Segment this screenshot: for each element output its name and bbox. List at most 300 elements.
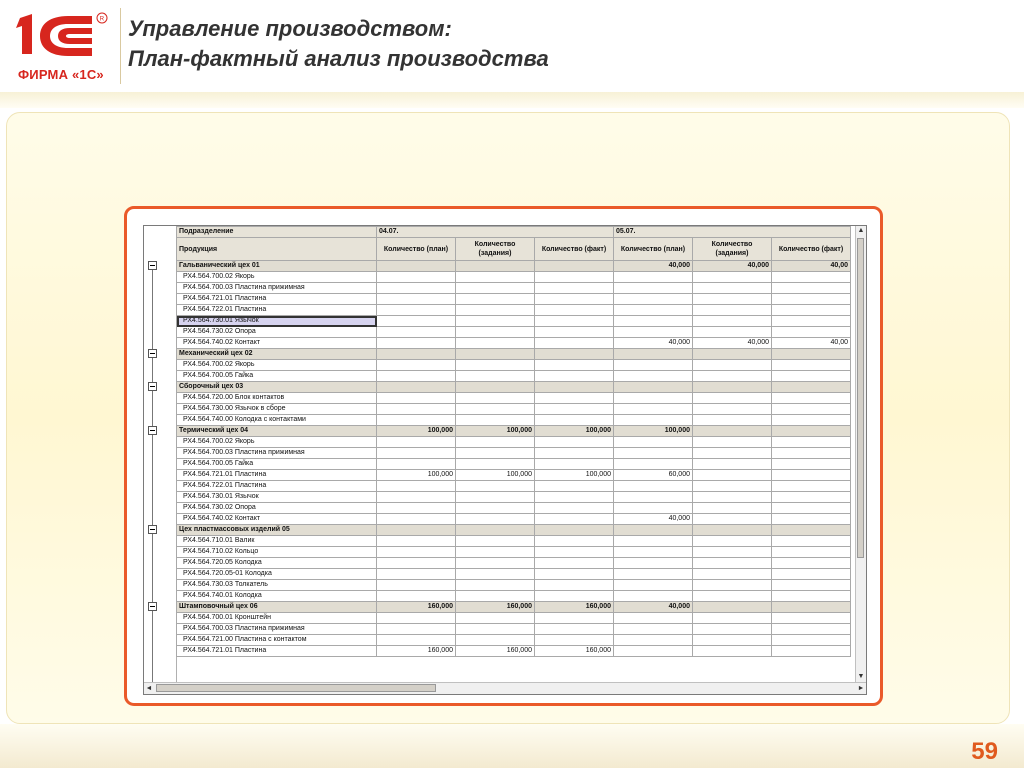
value-cell[interactable] xyxy=(693,492,772,503)
header-col-5[interactable]: Количество (задания) xyxy=(693,238,772,261)
value-cell[interactable] xyxy=(456,624,535,635)
value-cell[interactable] xyxy=(456,382,535,393)
product-name-cell[interactable]: РХ4.564.720.00 Блок контактов xyxy=(177,393,377,404)
value-cell[interactable] xyxy=(772,283,851,294)
value-cell[interactable]: 100,000 xyxy=(377,426,456,437)
value-cell[interactable] xyxy=(772,437,851,448)
table-row[interactable] xyxy=(177,393,851,404)
product-name-cell[interactable]: РХ4.564.721.01 Пластина xyxy=(177,646,377,657)
value-cell[interactable] xyxy=(693,602,772,613)
value-cell[interactable] xyxy=(693,327,772,338)
value-cell[interactable]: 40,000 xyxy=(614,514,693,525)
group-name-cell[interactable]: Механический цех 02 xyxy=(177,349,377,360)
value-cell[interactable]: 100,000 xyxy=(614,426,693,437)
value-cell[interactable] xyxy=(693,613,772,624)
value-cell[interactable] xyxy=(693,536,772,547)
value-cell[interactable] xyxy=(377,294,456,305)
value-cell[interactable] xyxy=(535,316,614,327)
value-cell[interactable]: 160,000 xyxy=(377,602,456,613)
value-cell[interactable] xyxy=(693,591,772,602)
value-cell[interactable] xyxy=(456,261,535,272)
value-cell[interactable]: 160,000 xyxy=(377,646,456,657)
value-cell[interactable] xyxy=(456,525,535,536)
value-cell[interactable] xyxy=(614,580,693,591)
value-cell[interactable] xyxy=(535,448,614,459)
value-cell[interactable] xyxy=(456,536,535,547)
value-cell[interactable] xyxy=(377,492,456,503)
value-cell[interactable] xyxy=(456,514,535,525)
value-cell[interactable] xyxy=(772,382,851,393)
value-cell[interactable] xyxy=(456,635,535,646)
value-cell[interactable] xyxy=(377,547,456,558)
value-cell[interactable] xyxy=(377,404,456,415)
value-cell[interactable] xyxy=(535,514,614,525)
value-cell[interactable] xyxy=(456,613,535,624)
value-cell[interactable] xyxy=(535,327,614,338)
value-cell[interactable] xyxy=(772,547,851,558)
group-name-cell[interactable]: Штамповочный цех 06 xyxy=(177,602,377,613)
value-cell[interactable] xyxy=(456,481,535,492)
value-cell[interactable] xyxy=(614,459,693,470)
value-cell[interactable] xyxy=(693,580,772,591)
group-name-cell[interactable]: Гальванический цех 01 xyxy=(177,261,377,272)
table-row[interactable] xyxy=(177,470,851,481)
value-cell[interactable] xyxy=(693,305,772,316)
value-cell[interactable] xyxy=(693,360,772,371)
value-cell[interactable] xyxy=(456,393,535,404)
table-row[interactable] xyxy=(177,448,851,459)
value-cell[interactable] xyxy=(693,525,772,536)
product-name-cell[interactable]: РХ4.564.730.01 Язычок xyxy=(177,492,377,503)
value-cell[interactable] xyxy=(772,371,851,382)
table-row[interactable] xyxy=(177,536,851,547)
value-cell[interactable] xyxy=(772,272,851,283)
value-cell[interactable] xyxy=(456,349,535,360)
value-cell[interactable] xyxy=(693,437,772,448)
value-cell[interactable] xyxy=(377,371,456,382)
value-cell[interactable]: 100,000 xyxy=(535,470,614,481)
horizontal-scrollbar[interactable] xyxy=(144,682,866,694)
value-cell[interactable] xyxy=(456,437,535,448)
product-name-cell[interactable]: РХ4.564.700.02 Якорь xyxy=(177,437,377,448)
value-cell[interactable] xyxy=(693,349,772,360)
value-cell[interactable]: 60,000 xyxy=(614,470,693,481)
value-cell[interactable] xyxy=(535,536,614,547)
product-name-cell[interactable]: РХ4.564.740.01 Колодка xyxy=(177,591,377,602)
value-cell[interactable]: 160,000 xyxy=(456,646,535,657)
value-cell[interactable] xyxy=(614,569,693,580)
value-cell[interactable] xyxy=(693,393,772,404)
product-name-cell[interactable]: РХ4.564.700.01 Кронштейн xyxy=(177,613,377,624)
group-name-cell[interactable]: Термический цех 04 xyxy=(177,426,377,437)
value-cell[interactable] xyxy=(693,382,772,393)
value-cell[interactable] xyxy=(772,294,851,305)
value-cell[interactable] xyxy=(535,459,614,470)
value-cell[interactable] xyxy=(535,558,614,569)
value-cell[interactable] xyxy=(377,459,456,470)
table-row[interactable] xyxy=(177,503,851,514)
value-cell[interactable] xyxy=(377,327,456,338)
value-cell[interactable] xyxy=(535,503,614,514)
value-cell[interactable]: 160,000 xyxy=(456,602,535,613)
value-cell[interactable] xyxy=(772,492,851,503)
group-row[interactable] xyxy=(177,525,851,536)
value-cell[interactable] xyxy=(772,448,851,459)
value-cell[interactable] xyxy=(377,481,456,492)
value-cell[interactable] xyxy=(377,624,456,635)
product-name-cell[interactable]: РХ4.564.700.03 Пластина прижимная xyxy=(177,283,377,294)
value-cell[interactable] xyxy=(535,624,614,635)
value-cell[interactable] xyxy=(456,272,535,283)
value-cell[interactable] xyxy=(772,558,851,569)
value-cell[interactable] xyxy=(377,591,456,602)
table-row[interactable] xyxy=(177,360,851,371)
value-cell[interactable] xyxy=(377,415,456,426)
value-cell[interactable] xyxy=(614,371,693,382)
value-cell[interactable] xyxy=(614,272,693,283)
value-cell[interactable] xyxy=(772,569,851,580)
product-name-cell[interactable]: РХ4.564.721.01 Пластина xyxy=(177,470,377,481)
value-cell[interactable] xyxy=(772,393,851,404)
value-cell[interactable] xyxy=(772,646,851,657)
value-cell[interactable] xyxy=(693,448,772,459)
product-name-cell[interactable]: РХ4.564.730.02 Опора xyxy=(177,503,377,514)
value-cell[interactable] xyxy=(614,393,693,404)
value-cell[interactable] xyxy=(614,327,693,338)
collapse-toggle-icon[interactable] xyxy=(148,426,157,435)
value-cell[interactable] xyxy=(535,404,614,415)
value-cell[interactable] xyxy=(377,272,456,283)
product-name-cell[interactable]: РХ4.564.730.03 Толкатель xyxy=(177,580,377,591)
value-cell[interactable] xyxy=(456,404,535,415)
value-cell[interactable] xyxy=(456,294,535,305)
value-cell[interactable] xyxy=(377,569,456,580)
group-row[interactable] xyxy=(177,382,851,393)
value-cell[interactable] xyxy=(456,558,535,569)
product-name-cell[interactable]: РХ4.564.700.05 Гайка xyxy=(177,371,377,382)
product-name-cell[interactable]: РХ4.564.710.01 Валик xyxy=(177,536,377,547)
collapse-toggle-icon[interactable] xyxy=(148,382,157,391)
value-cell[interactable] xyxy=(693,426,772,437)
value-cell[interactable] xyxy=(693,569,772,580)
value-cell[interactable] xyxy=(377,316,456,327)
value-cell[interactable] xyxy=(456,316,535,327)
product-name-cell[interactable]: РХ4.564.740.00 Колодка с контактами xyxy=(177,415,377,426)
value-cell[interactable] xyxy=(377,503,456,514)
value-cell[interactable] xyxy=(535,481,614,492)
value-cell[interactable] xyxy=(456,459,535,470)
header-col-4[interactable]: Количество (план) xyxy=(614,238,693,261)
table-row[interactable] xyxy=(177,338,851,349)
value-cell[interactable] xyxy=(535,580,614,591)
value-cell[interactable] xyxy=(614,536,693,547)
table-row[interactable] xyxy=(177,272,851,283)
value-cell[interactable] xyxy=(377,448,456,459)
value-cell[interactable] xyxy=(535,569,614,580)
table-row[interactable] xyxy=(177,327,851,338)
value-cell[interactable] xyxy=(456,305,535,316)
header-col-2[interactable]: Количество (задания) xyxy=(456,238,535,261)
value-cell[interactable] xyxy=(456,580,535,591)
value-cell[interactable] xyxy=(772,591,851,602)
value-cell[interactable] xyxy=(535,272,614,283)
vertical-scroll-thumb[interactable] xyxy=(857,238,864,558)
value-cell[interactable] xyxy=(535,492,614,503)
value-cell[interactable] xyxy=(614,360,693,371)
collapse-toggle-icon[interactable] xyxy=(148,349,157,358)
product-name-cell[interactable]: РХ4.564.720.05 Колодка xyxy=(177,558,377,569)
table-row[interactable] xyxy=(177,580,851,591)
value-cell[interactable]: 40,00 xyxy=(772,338,851,349)
value-cell[interactable] xyxy=(377,305,456,316)
value-cell[interactable] xyxy=(693,558,772,569)
value-cell[interactable] xyxy=(772,426,851,437)
group-row[interactable] xyxy=(177,261,851,272)
collapse-toggle-icon[interactable] xyxy=(148,525,157,534)
header-col-1[interactable]: Количество (план) xyxy=(377,238,456,261)
value-cell[interactable] xyxy=(772,404,851,415)
value-cell[interactable] xyxy=(535,547,614,558)
value-cell[interactable] xyxy=(456,591,535,602)
table-row[interactable] xyxy=(177,437,851,448)
value-cell[interactable] xyxy=(614,492,693,503)
value-cell[interactable] xyxy=(377,558,456,569)
value-cell[interactable] xyxy=(772,580,851,591)
table-row[interactable] xyxy=(177,492,851,503)
table-row[interactable] xyxy=(177,547,851,558)
value-cell[interactable] xyxy=(693,470,772,481)
table-row[interactable] xyxy=(177,635,851,646)
value-cell[interactable] xyxy=(377,338,456,349)
collapse-toggle-icon[interactable] xyxy=(148,602,157,611)
value-cell[interactable] xyxy=(535,393,614,404)
scroll-right-arrow-icon[interactable]: ► xyxy=(857,685,865,692)
value-cell[interactable] xyxy=(693,646,772,657)
report-table[interactable] xyxy=(176,226,851,657)
value-cell[interactable]: 40,000 xyxy=(693,261,772,272)
value-cell[interactable] xyxy=(614,283,693,294)
value-cell[interactable] xyxy=(772,525,851,536)
report-grid[interactable] xyxy=(143,225,867,695)
value-cell[interactable] xyxy=(535,371,614,382)
value-cell[interactable] xyxy=(535,261,614,272)
value-cell[interactable] xyxy=(535,349,614,360)
value-cell[interactable] xyxy=(456,448,535,459)
value-cell[interactable] xyxy=(535,338,614,349)
value-cell[interactable] xyxy=(772,503,851,514)
product-name-cell[interactable]: РХ4.564.721.00 Пластина с контактом xyxy=(177,635,377,646)
value-cell[interactable]: 40,000 xyxy=(614,261,693,272)
value-cell[interactable] xyxy=(377,349,456,360)
value-cell[interactable]: 160,000 xyxy=(535,602,614,613)
value-cell[interactable] xyxy=(614,382,693,393)
value-cell[interactable] xyxy=(693,514,772,525)
value-cell[interactable] xyxy=(772,624,851,635)
product-name-cell[interactable]: РХ4.564.730.02 Опора xyxy=(177,327,377,338)
value-cell[interactable] xyxy=(614,591,693,602)
value-cell[interactable] xyxy=(377,382,456,393)
value-cell[interactable] xyxy=(377,261,456,272)
product-name-cell[interactable]: РХ4.564.730.01 Язычок xyxy=(177,316,377,327)
value-cell[interactable]: 40,000 xyxy=(693,338,772,349)
value-cell[interactable] xyxy=(693,624,772,635)
value-cell[interactable] xyxy=(614,316,693,327)
table-row[interactable] xyxy=(177,305,851,316)
table-row[interactable] xyxy=(177,316,851,327)
value-cell[interactable] xyxy=(456,547,535,558)
table-row[interactable] xyxy=(177,283,851,294)
value-cell[interactable] xyxy=(693,272,772,283)
value-cell[interactable] xyxy=(614,294,693,305)
group-name-cell[interactable]: Сборочный цех 03 xyxy=(177,382,377,393)
value-cell[interactable] xyxy=(535,305,614,316)
value-cell[interactable] xyxy=(693,481,772,492)
product-name-cell[interactable]: РХ4.564.730.00 Язычок в сборе xyxy=(177,404,377,415)
value-cell[interactable]: 100,000 xyxy=(377,470,456,481)
value-cell[interactable] xyxy=(535,382,614,393)
value-cell[interactable] xyxy=(535,591,614,602)
value-cell[interactable] xyxy=(772,514,851,525)
table-row[interactable] xyxy=(177,624,851,635)
value-cell[interactable] xyxy=(456,415,535,426)
group-name-cell[interactable]: Цех пластмассовых изделий 05 xyxy=(177,525,377,536)
value-cell[interactable] xyxy=(535,283,614,294)
value-cell[interactable] xyxy=(377,580,456,591)
group-row[interactable] xyxy=(177,426,851,437)
value-cell[interactable] xyxy=(614,305,693,316)
value-cell[interactable] xyxy=(377,283,456,294)
collapse-toggle-icon[interactable] xyxy=(148,261,157,270)
product-name-cell[interactable]: РХ4.564.740.02 Контакт xyxy=(177,514,377,525)
scroll-left-arrow-icon[interactable]: ◄ xyxy=(145,685,153,692)
value-cell[interactable] xyxy=(456,371,535,382)
product-name-cell[interactable]: РХ4.564.700.02 Якорь xyxy=(177,272,377,283)
product-name-cell[interactable]: РХ4.564.722.01 Пластина xyxy=(177,305,377,316)
group-row[interactable] xyxy=(177,602,851,613)
product-name-cell[interactable]: РХ4.564.700.02 Якорь xyxy=(177,360,377,371)
value-cell[interactable] xyxy=(772,415,851,426)
table-row[interactable] xyxy=(177,558,851,569)
value-cell[interactable] xyxy=(456,327,535,338)
value-cell[interactable] xyxy=(772,349,851,360)
value-cell[interactable] xyxy=(614,613,693,624)
table-row[interactable] xyxy=(177,613,851,624)
value-cell[interactable]: 40,000 xyxy=(614,602,693,613)
value-cell[interactable] xyxy=(693,316,772,327)
table-row[interactable] xyxy=(177,591,851,602)
table-row[interactable] xyxy=(177,415,851,426)
value-cell[interactable]: 100,000 xyxy=(456,470,535,481)
value-cell[interactable] xyxy=(772,327,851,338)
value-cell[interactable] xyxy=(535,635,614,646)
value-cell[interactable] xyxy=(377,514,456,525)
value-cell[interactable] xyxy=(377,635,456,646)
value-cell[interactable]: 100,000 xyxy=(456,426,535,437)
value-cell[interactable] xyxy=(456,283,535,294)
value-cell[interactable] xyxy=(535,294,614,305)
product-name-cell[interactable]: РХ4.564.720.05-01 Колодка xyxy=(177,569,377,580)
value-cell[interactable] xyxy=(693,371,772,382)
table-row[interactable] xyxy=(177,404,851,415)
value-cell[interactable] xyxy=(377,437,456,448)
value-cell[interactable] xyxy=(614,558,693,569)
product-name-cell[interactable]: РХ4.564.700.05 Гайка xyxy=(177,459,377,470)
value-cell[interactable] xyxy=(535,613,614,624)
value-cell[interactable] xyxy=(535,525,614,536)
value-cell[interactable]: 160,000 xyxy=(535,646,614,657)
value-cell[interactable] xyxy=(377,536,456,547)
value-cell[interactable] xyxy=(456,492,535,503)
value-cell[interactable] xyxy=(377,613,456,624)
value-cell[interactable] xyxy=(693,459,772,470)
vertical-scrollbar[interactable] xyxy=(855,226,866,682)
value-cell[interactable] xyxy=(693,283,772,294)
value-cell[interactable] xyxy=(693,547,772,558)
header-col-3[interactable]: Количество (факт) xyxy=(535,238,614,261)
table-row[interactable] xyxy=(177,646,851,657)
value-cell[interactable] xyxy=(614,547,693,558)
value-cell[interactable] xyxy=(614,646,693,657)
value-cell[interactable] xyxy=(456,569,535,580)
table-row[interactable] xyxy=(177,459,851,470)
value-cell[interactable] xyxy=(772,536,851,547)
value-cell[interactable] xyxy=(693,503,772,514)
value-cell[interactable] xyxy=(456,338,535,349)
value-cell[interactable] xyxy=(614,415,693,426)
value-cell[interactable] xyxy=(377,393,456,404)
value-cell[interactable] xyxy=(693,404,772,415)
product-name-cell[interactable]: РХ4.564.710.02 Кольцо xyxy=(177,547,377,558)
value-cell[interactable] xyxy=(377,525,456,536)
value-cell[interactable] xyxy=(535,360,614,371)
value-cell[interactable] xyxy=(614,624,693,635)
value-cell[interactable] xyxy=(535,437,614,448)
product-name-cell[interactable]: РХ4.564.700.03 Пластина прижимная xyxy=(177,448,377,459)
value-cell[interactable] xyxy=(377,360,456,371)
value-cell[interactable] xyxy=(772,360,851,371)
scroll-up-arrow-icon[interactable]: ▲ xyxy=(857,227,865,234)
scroll-down-arrow-icon[interactable]: ▼ xyxy=(857,673,865,680)
value-cell[interactable] xyxy=(772,316,851,327)
value-cell[interactable] xyxy=(614,448,693,459)
product-name-cell[interactable]: РХ4.564.700.03 Пластина прижимная xyxy=(177,624,377,635)
table-row[interactable] xyxy=(177,481,851,492)
value-cell[interactable] xyxy=(456,360,535,371)
table-row[interactable] xyxy=(177,294,851,305)
value-cell[interactable] xyxy=(693,635,772,646)
value-cell[interactable] xyxy=(614,525,693,536)
value-cell[interactable] xyxy=(693,415,772,426)
table-row[interactable] xyxy=(177,371,851,382)
value-cell[interactable] xyxy=(535,415,614,426)
value-cell[interactable] xyxy=(614,481,693,492)
value-cell[interactable] xyxy=(772,602,851,613)
product-name-cell[interactable]: РХ4.564.740.02 Контакт xyxy=(177,338,377,349)
value-cell[interactable] xyxy=(772,470,851,481)
value-cell[interactable] xyxy=(772,613,851,624)
horizontal-scroll-thumb[interactable] xyxy=(156,684,436,692)
value-cell[interactable] xyxy=(693,294,772,305)
value-cell[interactable] xyxy=(614,404,693,415)
value-cell[interactable]: 40,000 xyxy=(614,338,693,349)
group-row[interactable] xyxy=(177,349,851,360)
value-cell[interactable]: 40,00 xyxy=(772,261,851,272)
table-row[interactable] xyxy=(177,514,851,525)
header-col-6[interactable]: Количество (факт) xyxy=(772,238,851,261)
value-cell[interactable] xyxy=(772,305,851,316)
value-cell[interactable] xyxy=(614,349,693,360)
value-cell[interactable] xyxy=(772,459,851,470)
